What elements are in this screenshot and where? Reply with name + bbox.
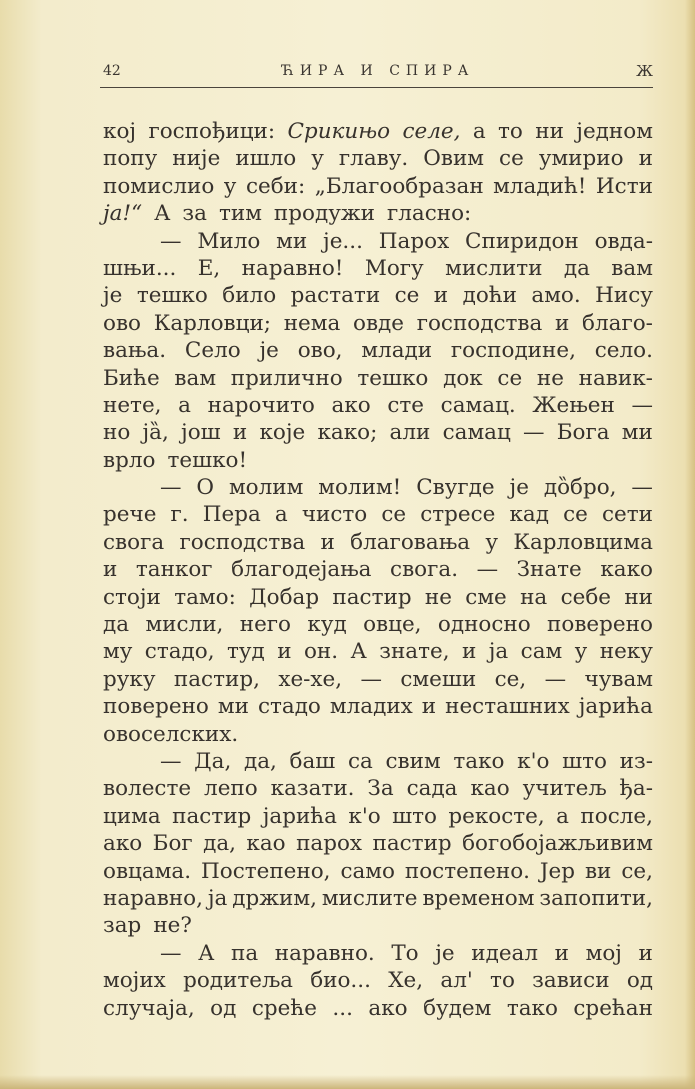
word: благодејања: [231, 557, 372, 583]
word: јарића: [262, 803, 337, 829]
word: Хе,: [388, 968, 424, 994]
word: још: [181, 420, 221, 446]
word: госпођици:: [148, 119, 276, 144]
word: свога: [103, 529, 165, 555]
word: ал': [440, 968, 473, 994]
word: к'о: [348, 803, 381, 829]
word: гласно:: [386, 201, 472, 227]
word: наравно.: [274, 940, 375, 966]
word: од: [210, 995, 237, 1021]
text-line: [103, 556, 653, 583]
word: зависи: [532, 968, 610, 994]
page-bottom-shadow: [0, 1075, 695, 1089]
word: шњи...: [103, 255, 177, 281]
text-line: [103, 775, 653, 802]
word: А: [198, 940, 215, 966]
word: ако: [368, 995, 408, 1021]
word: —: [523, 420, 545, 446]
word: само: [340, 858, 395, 884]
word: рекосте,: [448, 803, 545, 829]
word: док: [443, 365, 483, 391]
word: Свугде: [416, 475, 495, 501]
word: сада: [406, 776, 458, 802]
word: као: [470, 776, 510, 802]
text-line: [103, 940, 653, 967]
word: мислите: [321, 885, 418, 911]
text-line: [103, 584, 653, 611]
page-edge-shadow: [685, 0, 695, 1089]
word: ви: [584, 858, 612, 884]
word: богобојажљивим: [462, 831, 653, 857]
word: не: [424, 584, 452, 610]
ornament-icon: Ж: [636, 62, 653, 80]
word: несташних: [445, 694, 570, 720]
word: тако: [506, 995, 558, 1021]
word: к'о: [517, 748, 550, 774]
word: у: [574, 639, 588, 665]
word: и: [320, 529, 335, 555]
text-line: [103, 392, 653, 419]
word: —: [631, 475, 653, 501]
word: учитељ: [522, 776, 607, 802]
word: благовања: [350, 529, 471, 555]
word: парох: [296, 831, 363, 857]
word: А: [154, 201, 171, 227]
text-line: [103, 693, 653, 720]
word: село.: [594, 338, 653, 364]
text-line: [103, 748, 653, 775]
word: млади: [361, 338, 433, 364]
word: То: [391, 940, 419, 966]
word: навик-: [578, 365, 653, 391]
word: кој: [103, 119, 137, 144]
word: зар: [103, 913, 142, 939]
word: са: [347, 748, 373, 774]
word: и: [554, 940, 569, 966]
header-rule: [100, 87, 653, 88]
word: прилично: [230, 365, 343, 391]
body-text: [103, 118, 653, 1022]
word: чувам: [584, 666, 653, 692]
text-line: [103, 228, 653, 255]
word: до̏бро,: [543, 475, 617, 501]
word: себе: [560, 584, 611, 610]
word: Карловци;: [153, 310, 272, 336]
word: Спиридон: [465, 228, 579, 254]
word: куд: [307, 612, 347, 638]
word: и: [232, 420, 248, 446]
word: молим!: [318, 475, 402, 501]
word: у: [311, 146, 324, 172]
word: —: [160, 748, 182, 774]
word: А: [350, 639, 367, 665]
word: је...: [323, 228, 363, 254]
word: стресе: [420, 502, 496, 528]
word: Е,: [197, 255, 221, 281]
word: што: [392, 803, 437, 829]
word: ...: [332, 995, 353, 1021]
page-number: 42: [103, 63, 121, 79]
word: је: [435, 940, 455, 966]
book-title: ЋИРА И СПИРА: [281, 63, 475, 79]
word: није: [172, 146, 221, 172]
word: он.: [303, 639, 339, 665]
word: ја̏,: [142, 420, 169, 446]
word: па: [231, 940, 259, 966]
text-line: [103, 803, 653, 830]
word: —: [631, 392, 653, 418]
text-line: [103, 282, 653, 309]
word: и: [433, 283, 449, 309]
word: неку: [599, 639, 653, 665]
text-line: [103, 118, 653, 145]
word: растати: [290, 283, 381, 309]
word: казати.: [270, 776, 355, 802]
word: у: [223, 173, 237, 199]
word: ово: [103, 310, 141, 336]
word: —: [160, 228, 182, 254]
word: овде: [353, 310, 405, 336]
word: г.: [170, 502, 189, 528]
word: срећан: [573, 995, 653, 1021]
word: Постепено,: [201, 858, 331, 884]
word: младић!: [493, 173, 587, 199]
word: како;: [317, 420, 378, 446]
word: —: [476, 557, 499, 583]
word: ми: [276, 228, 308, 254]
word: Пера: [202, 502, 261, 528]
word: главу.: [338, 146, 409, 172]
word: стоји: [103, 584, 161, 610]
word: после,: [580, 803, 653, 829]
word: држим,: [232, 885, 317, 911]
word: мој: [585, 940, 622, 966]
word: танког: [135, 557, 213, 583]
word: и: [277, 639, 292, 665]
word: временом: [422, 885, 535, 911]
text-line: [103, 529, 653, 556]
word: Село: [184, 338, 241, 364]
word: волесте: [103, 776, 192, 802]
word: ми: [217, 694, 249, 720]
running-head: [103, 62, 653, 86]
word: ја: [488, 639, 509, 665]
word: не?: [153, 913, 192, 939]
word: ни: [535, 119, 564, 144]
word: мојих: [103, 968, 166, 994]
word: запопити,: [539, 885, 653, 911]
word: врло: [103, 447, 156, 473]
word: ђа-: [619, 776, 653, 802]
word: рече: [103, 502, 157, 528]
text-line: [103, 721, 653, 748]
word: среће: [251, 995, 317, 1021]
word: односно: [437, 612, 531, 638]
word: ја: [207, 885, 228, 911]
word: себи:: [245, 173, 306, 199]
word: што: [562, 748, 607, 774]
word: амо.: [531, 283, 581, 309]
word: тешко: [136, 283, 208, 309]
word: —: [160, 940, 182, 966]
text-line: [103, 912, 653, 939]
word: господства: [416, 310, 543, 336]
word: Добар: [249, 584, 320, 610]
text-line: [103, 447, 653, 474]
word: родитеља: [183, 968, 293, 994]
word: се: [381, 502, 407, 528]
word: и: [638, 940, 653, 966]
word: —: [544, 666, 567, 692]
word: —: [160, 475, 182, 501]
word: продужи: [273, 201, 375, 227]
text-line: [103, 337, 653, 364]
word: За: [367, 776, 394, 802]
word: да,: [243, 748, 277, 774]
word: хе-хе,: [278, 666, 343, 692]
word: поверено: [547, 612, 653, 638]
text-line: [103, 858, 653, 885]
word: мисли,: [145, 612, 224, 638]
word: Карловцима: [513, 529, 653, 555]
word: лепо: [204, 776, 258, 802]
word: а: [274, 502, 288, 528]
word: сме: [465, 584, 507, 610]
word: ако: [331, 392, 371, 418]
word: попу: [103, 146, 158, 172]
word: пастир,: [173, 666, 260, 692]
word: свим: [385, 748, 441, 774]
word: као: [246, 831, 286, 857]
word: Парох: [378, 228, 450, 254]
word: сте: [387, 392, 425, 418]
word: се,: [621, 858, 653, 884]
word: ни: [624, 584, 653, 610]
word: него: [239, 612, 291, 638]
word: Нису: [595, 283, 653, 309]
word: се: [563, 502, 588, 528]
word: био...: [310, 968, 371, 994]
word: стадо,: [144, 639, 215, 665]
text-line: [103, 173, 653, 200]
word: господства: [179, 529, 306, 555]
word: било: [222, 283, 277, 309]
word: од: [626, 968, 653, 994]
word: нема: [283, 310, 341, 336]
word: смеши: [400, 666, 477, 692]
text-line: [103, 967, 653, 994]
word: то: [490, 968, 515, 994]
word: молим: [228, 475, 304, 501]
word: —: [360, 666, 382, 692]
word: али: [389, 420, 431, 446]
word: вања.: [103, 338, 167, 364]
text-line: [103, 995, 653, 1022]
text-line: [103, 885, 653, 912]
word: помислио: [103, 173, 215, 199]
word: самац: [442, 420, 511, 446]
text-line: [103, 145, 653, 172]
word: и: [555, 310, 570, 336]
word: благо-: [582, 310, 653, 336]
word: нарочито: [207, 392, 315, 418]
word: вам: [611, 255, 653, 281]
word: овоселских.: [103, 721, 239, 747]
word: наравно,: [103, 885, 203, 911]
word: а: [472, 119, 486, 144]
word: се,: [494, 666, 527, 692]
word: које: [259, 420, 306, 446]
text-line: [103, 310, 653, 337]
word: туд: [227, 639, 265, 665]
word: господине,: [450, 338, 576, 364]
word: младих: [329, 694, 413, 720]
text-line: [103, 638, 653, 665]
word: тим: [218, 201, 262, 227]
text-line: [103, 474, 653, 501]
word: Мило: [197, 228, 261, 254]
word: је: [509, 475, 529, 501]
text-line: [103, 365, 653, 392]
word: Знате: [516, 557, 582, 583]
word: овда-: [594, 228, 653, 254]
text-line: [103, 830, 653, 857]
word: сам: [520, 639, 563, 665]
word: кад: [509, 502, 549, 528]
word: и: [103, 557, 118, 583]
text-line: [103, 255, 653, 282]
text-line: [103, 501, 653, 528]
word: Могу: [364, 255, 424, 281]
word: и: [421, 694, 437, 720]
word: из-: [619, 748, 653, 774]
word: сети: [601, 502, 653, 528]
word: случаја,: [103, 995, 195, 1021]
word: је: [103, 283, 123, 309]
word: је: [259, 338, 279, 364]
word: свога.: [390, 557, 459, 583]
word: О: [196, 475, 215, 501]
italic-word: ја!“: [103, 201, 143, 227]
word: и: [461, 639, 477, 665]
word: поверено: [103, 694, 209, 720]
word: Овим: [423, 146, 485, 172]
word: тако: [453, 748, 505, 774]
word: се: [499, 146, 524, 172]
text-line: [103, 419, 653, 446]
word: Жењен: [532, 392, 615, 418]
word: Бог: [152, 831, 193, 857]
word: пастир: [332, 584, 412, 610]
word: умирио: [538, 146, 624, 172]
word: јарића: [578, 694, 653, 720]
text-line: [103, 666, 653, 693]
word: овцама.: [103, 858, 192, 884]
word: му: [103, 639, 133, 665]
word: Да,: [194, 748, 232, 774]
word: да: [103, 612, 130, 638]
word: „Благообразан: [314, 173, 484, 199]
word: будем: [423, 995, 492, 1021]
word: ако: [103, 831, 143, 857]
word: баш: [289, 748, 336, 774]
word: Биће: [103, 365, 160, 391]
word: за: [182, 201, 207, 227]
word: то: [498, 119, 523, 144]
word: знате,: [379, 639, 450, 665]
word: доћи: [462, 283, 517, 309]
word: се: [497, 365, 523, 391]
word: чисто: [301, 502, 368, 528]
word: на: [520, 584, 548, 610]
word: да,: [203, 831, 236, 857]
word: у: [485, 529, 498, 555]
word: не: [536, 365, 564, 391]
word: Бога: [556, 420, 610, 446]
text-line: [103, 200, 653, 227]
word: руку: [103, 666, 156, 692]
word: нете,: [103, 392, 162, 418]
word: а: [556, 803, 569, 829]
word: постепено.: [404, 858, 530, 884]
word: наравно!: [241, 255, 344, 281]
word: да: [563, 255, 590, 281]
word: цима: [103, 803, 161, 829]
word: тамо:: [174, 584, 236, 610]
text-line: [103, 611, 653, 638]
word: но: [103, 420, 131, 446]
word: и: [638, 146, 653, 172]
word: Јер: [539, 858, 576, 884]
word: једном: [576, 119, 653, 144]
word: ово,: [297, 338, 343, 364]
italic-word: Срикињо: [287, 119, 391, 144]
word: ми: [621, 420, 653, 446]
word: тешко: [357, 365, 429, 391]
word: овце,: [363, 612, 422, 638]
word: вам: [174, 365, 217, 391]
word: Исти: [595, 173, 653, 199]
word: стадо: [257, 694, 321, 720]
word: ишло: [235, 146, 297, 172]
word: пастир: [172, 803, 252, 829]
word: а: [178, 392, 191, 418]
word: како: [600, 557, 653, 583]
word: се: [394, 283, 420, 309]
word: самац.: [440, 392, 516, 418]
word: мислити: [445, 255, 543, 281]
word: тешко!: [167, 447, 248, 473]
italic-word: селе,: [402, 119, 461, 144]
word: идеал: [471, 940, 539, 966]
word: пастир: [372, 831, 452, 857]
